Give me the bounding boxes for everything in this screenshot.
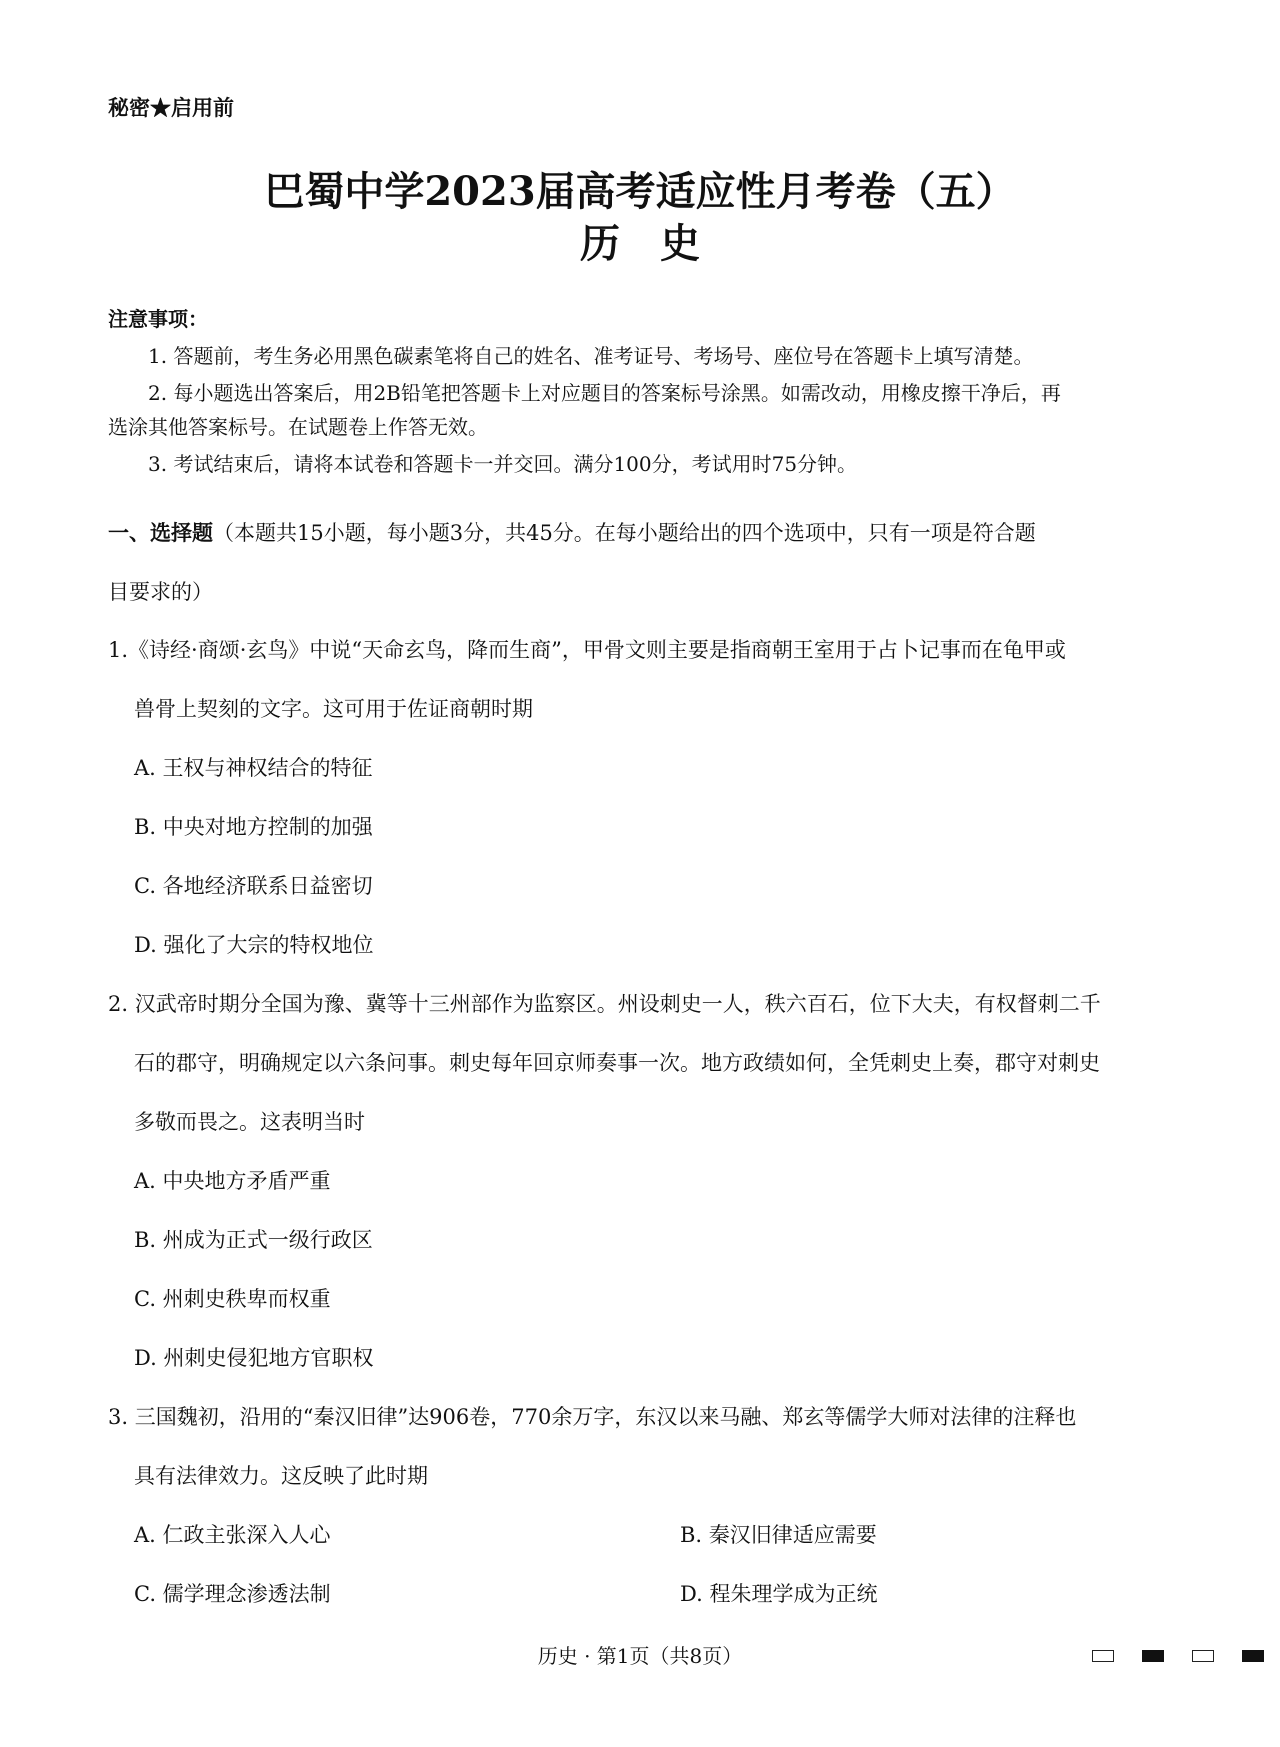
question-1-option-d: D. 强化了大宗的特权地位 — [134, 933, 374, 957]
question-3-option-a: A. 仁政主张深入人心 — [134, 1523, 331, 1547]
question-1-option-a: A. 王权与神权结合的特征 — [134, 756, 373, 780]
scan-mark-outline — [1092, 1650, 1114, 1662]
question-3-option-d: D. 程朱理学成为正统 — [680, 1582, 878, 1606]
section-instructions-cont: 目要求的） — [108, 580, 213, 604]
scan-mark-filled — [1242, 1650, 1264, 1662]
question-3-option-b: B. 秦汉旧律适应需要 — [680, 1523, 877, 1547]
question-3-option-c: C. 儒学理念渗透法制 — [134, 1582, 331, 1606]
notice-item-2: 2. 每小题选出答案后，用2B铅笔把答题卡上对应题目的答案标号涂黑。如需改动，用橡皮擦干净后，再 — [148, 381, 1061, 405]
subject-title: 历史 — [580, 220, 740, 267]
secret-label: 秘密★启用前 — [108, 95, 234, 120]
question-2-option-d: D. 州刺史侵犯地方官职权 — [134, 1346, 374, 1370]
section-heading: 一、选择题 — [108, 520, 213, 545]
question-2-option-b: B. 州成为正式一级行政区 — [134, 1228, 373, 1252]
notice-item-2-cont: 选涂其他答案标号。在试题卷上作答无效。 — [108, 415, 488, 439]
question-2-option-c: C. 州刺史秩卑而权重 — [134, 1287, 331, 1311]
question-1-stem: 1.《诗经·商颂·玄鸟》中说“天命玄鸟，降而生商”，甲骨文则主要是指商朝王室用于占卜记事而在龟甲或 — [108, 638, 1066, 662]
question-2-stem-cont: 石的郡守，明确规定以六条问事。刺史每年回京师奏事一次。地方政绩如何，全凭刺史上奏，郡守对刺史 — [134, 1051, 1100, 1075]
notice-item-1: 1. 答题前，考生务必用黑色碳素笔将自己的姓名、准考证号、考场号、座位号在答题卡上填写清楚。 — [148, 344, 1034, 368]
notice-heading: 注意事项： — [108, 307, 208, 331]
page-footer: 历史 · 第1页（共8页） — [537, 1644, 743, 1668]
question-1-option-b: B. 中央对地方控制的加强 — [134, 815, 373, 839]
question-1-stem-cont: 兽骨上契刻的文字。这可用于佐证商朝时期 — [134, 697, 533, 721]
question-2-option-a: A. 中央地方矛盾严重 — [134, 1169, 331, 1193]
question-3-stem: 3. 三国魏初，沿用的“秦汉旧律”达906卷，770余万字，东汉以来马融、郑玄等儒学大师对法律的注释也 — [108, 1405, 1077, 1429]
question-2-stem: 2. 汉武帝时期分全国为豫、冀等十三州部作为监察区。州设刺史一人，秩六百石，位下大夫，有权督刺二千 — [108, 992, 1101, 1016]
section-intro — [108, 517, 1036, 547]
scan-mark-outline — [1192, 1650, 1214, 1662]
section-instructions: （本题共15小题，每小题3分，共45分。在每小题给出的四个选项中，只有一项是符合题 — [213, 521, 1036, 545]
scan-mark-filled — [1142, 1650, 1164, 1662]
exam-title: 巴蜀中学2023届高考适应性月考卷（五） — [264, 168, 1016, 215]
scan-marks — [1092, 1650, 1264, 1662]
question-1-option-c: C. 各地经济联系日益密切 — [134, 874, 373, 898]
notice-item-3: 3. 考试结束后，请将本试卷和答题卡一并交回。满分100分，考试用时75分钟。 — [148, 452, 858, 476]
question-2-stem-cont-2: 多敬而畏之。这表明当时 — [134, 1110, 365, 1134]
question-3-stem-cont: 具有法律效力。这反映了此时期 — [134, 1464, 428, 1488]
